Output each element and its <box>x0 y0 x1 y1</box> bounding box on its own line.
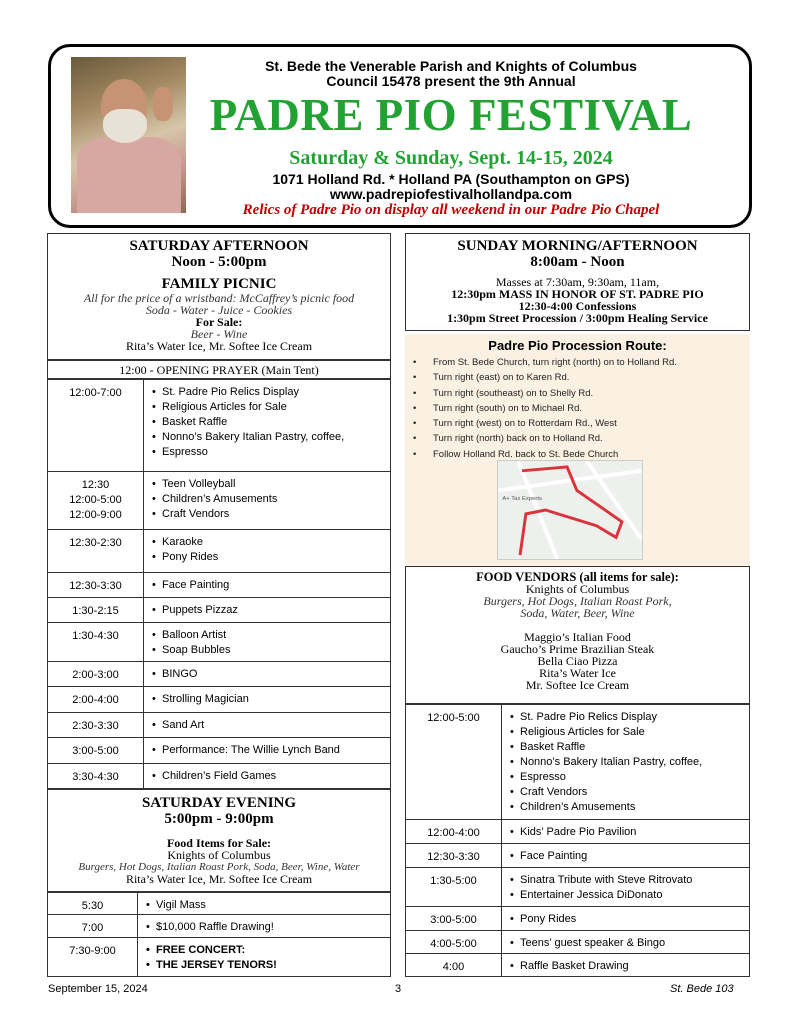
schedule-items <box>138 915 390 937</box>
schedule-row <box>47 661 391 687</box>
vendors-kofc-items1: Burgers, Hot Dogs, Italian Roast Pork, <box>483 594 672 608</box>
schedule-item: • FREE CONCERT: <box>146 943 390 958</box>
schedule-items <box>144 530 390 572</box>
schedule-item: • Sand Art <box>152 718 390 733</box>
route-step: • From St. Bede Church, turn right (north) on to Holland Rd. <box>413 355 750 370</box>
schedule-items <box>144 687 390 712</box>
route-step: • Follow Holland Rd. back to St. Bede Church <box>413 447 750 462</box>
schedule-items <box>502 705 749 819</box>
sale-line1: Beer - Wine <box>190 327 248 341</box>
procession-route <box>405 334 750 566</box>
schedule-row <box>47 763 391 789</box>
route-step: • Turn right (east) on to Karen Rd. <box>413 370 750 385</box>
schedule-row <box>405 819 750 844</box>
relics-note: Relics of Padre Pio on display all weekend in our Padre Pio Chapel <box>242 202 660 218</box>
evening-kofc: Knights of Columbus <box>167 848 271 862</box>
schedule-item: • Children’s Field Games <box>152 769 390 784</box>
schedule-item: • Soap Bubbles <box>152 643 390 658</box>
evening-food-desc: Burgers, Hot Dogs, Italian Roast Pork, Soda, Beer, Wine, Water <box>78 861 360 873</box>
schedule-row <box>405 906 750 931</box>
schedule-items <box>144 662 390 686</box>
schedule-time: 2:30-3:30 <box>48 713 144 737</box>
schedule-item: • Nonno’s Bakery Italian Pastry, coffee, <box>152 430 390 445</box>
vendor-2: Gaucho’s Prime Brazilian Steak <box>500 642 655 656</box>
schedule-item: • St. Padre Pio Relics Display <box>152 385 390 400</box>
saturday-afternoon-box <box>47 233 391 360</box>
schedule-row <box>47 379 391 472</box>
schedule-item: • Puppets Pizzaz <box>152 603 390 618</box>
schedule-row <box>47 937 391 977</box>
schedule-time: 4:00-5:00 <box>406 931 502 953</box>
schedule-item: • Basket Raffle <box>152 415 390 430</box>
schedule-row <box>405 930 750 954</box>
schedule-row <box>47 471 391 530</box>
schedule-item: • Children’s Amusements <box>152 492 390 507</box>
vendor-3: Bella Ciao Pizza <box>537 654 618 668</box>
saturday-evening-time: 5:00pm - 9:00pm <box>164 811 274 827</box>
schedule-time: 12:30-2:30 <box>48 530 144 572</box>
schedule-items <box>144 472 390 529</box>
schedule-item: • Entertainer Jessica DiDonato <box>510 888 749 903</box>
schedule-time: 12:30-3:30 <box>406 844 502 867</box>
picnic-desc1: All for the price of a wristband: McCaffrey’s picnic food <box>83 291 355 305</box>
family-picnic-title: FAMILY PICNIC <box>161 276 277 292</box>
schedule-item: • Face Painting <box>510 849 749 864</box>
vendor-4: Rita’s Water Ice <box>539 666 616 680</box>
schedule-item: • Pony Rides <box>510 912 749 927</box>
schedule-time: 3:30-4:30 <box>48 764 144 788</box>
schedule-items <box>502 868 749 906</box>
schedule-item: • Raffle Basket Drawing <box>510 959 749 974</box>
schedule-row <box>47 597 391 623</box>
schedule-item: • Craft Vendors <box>152 507 390 522</box>
footer-page-number: 3 <box>395 983 402 995</box>
schedule-row <box>47 914 391 938</box>
header-line1: St. Bede the Venerable Parish and Knights of Columbus <box>265 58 637 74</box>
sunday-confessions: 12:30-4:00 Confessions <box>518 299 637 313</box>
schedule-item: • Espresso <box>510 770 749 785</box>
route-step: • Turn right (south) on to Michael Rd. <box>413 401 750 416</box>
schedule-items <box>502 954 749 976</box>
schedule-time: 7:00 <box>48 915 138 937</box>
for-sale-label: For Sale: <box>195 315 243 329</box>
schedule-time: 12:30-3:30 <box>48 573 144 597</box>
festival-address: 1071 Holland Rd. * Holland PA (Southampton on GPS) <box>272 171 630 187</box>
schedule-item: • BINGO <box>152 667 390 682</box>
schedule-row <box>405 953 750 977</box>
vendor-1: Maggio’s Italian Food <box>524 630 631 644</box>
sunday-box <box>405 233 750 331</box>
schedule-row <box>47 892 391 915</box>
schedule-item: • $10,000 Raffle Drawing! <box>146 920 390 935</box>
padre-pio-photo <box>71 57 186 213</box>
food-vendors-box <box>405 566 750 704</box>
schedule-time: 7:30-9:00 <box>48 938 138 976</box>
schedule-time: 2:00-4:00 <box>48 687 144 712</box>
schedule-item: • Religious Articles for Sale <box>152 400 390 415</box>
schedule-item: • Religious Articles for Sale <box>510 725 749 740</box>
sunday-masses: Masses at 7:30am, 9:30am, 11am, <box>495 275 660 289</box>
schedule-items <box>502 820 749 843</box>
saturday-afternoon-time: Noon - 5:00pm <box>171 254 267 270</box>
schedule-items <box>144 573 390 597</box>
schedule-item: • Nonno’s Bakery Italian Pastry, coffee, <box>510 755 749 770</box>
schedule-items <box>144 713 390 737</box>
schedule-row <box>47 529 391 573</box>
schedule-items <box>138 938 390 976</box>
footer-parish: St. Bede 103 <box>670 983 734 995</box>
route-steps <box>413 355 750 462</box>
schedule-item: • Performance: The Willie Lynch Band <box>152 743 390 758</box>
schedule-item: • St. Padre Pio Relics Display <box>510 710 749 725</box>
schedule-items <box>144 623 390 661</box>
opening-prayer-box <box>47 360 391 379</box>
vendors-kofc: Knights of Columbus <box>525 582 630 596</box>
schedule-time: 1:30-2:15 <box>48 598 144 622</box>
schedule-row <box>47 622 391 662</box>
festival-website[interactable]: www.padrepiofestivalhollandpa.com <box>329 186 573 202</box>
schedule-items <box>502 844 749 867</box>
vendors-kofc-items2: Soda, Water, Beer, Wine <box>520 606 635 620</box>
schedule-items <box>144 764 390 788</box>
schedule-item: • Balloon Artist <box>152 628 390 643</box>
saturday-afternoon-title: SATURDAY AFTERNOON <box>129 238 309 254</box>
schedule-time: 12:00-7:00 <box>48 380 144 471</box>
schedule-time: 5:30 <box>48 893 138 914</box>
schedule-item: • Craft Vendors <box>510 785 749 800</box>
sale-line2: Rita’s Water Ice, Mr. Softee Ice Cream <box>125 339 313 353</box>
schedule-item: • Vigil Mass <box>146 898 390 913</box>
schedule-items <box>138 893 390 914</box>
schedule-items <box>144 738 390 763</box>
saturday-evening-box <box>47 789 391 892</box>
schedule-time: 12:30 12:00-5:00 12:00-9:00 <box>48 472 144 529</box>
schedule-item: • Teen Volleyball <box>152 477 390 492</box>
sunday-title: SUNDAY MORNING/AFTERNOON <box>457 238 698 254</box>
evening-food-extra: Rita’s Water Ice, Mr. Softee Ice Cream <box>125 872 313 886</box>
schedule-item: • Teens’ guest speaker & Bingo <box>510 936 749 951</box>
schedule-row <box>47 737 391 764</box>
sunday-time: 8:00am - Noon <box>530 254 625 270</box>
schedule-time: 3:00-5:00 <box>48 738 144 763</box>
opening-prayer: 12:00 - OPENING PRAYER (Main Tent) <box>119 363 319 377</box>
route-step: • Turn right (southeast) on to Shelly Rd. <box>413 386 750 401</box>
schedule-item: • Basket Raffle <box>510 740 749 755</box>
schedule-row <box>47 686 391 713</box>
schedule-row <box>405 843 750 868</box>
schedule-time: 3:00-5:00 <box>406 907 502 930</box>
food-vendors-title: FOOD VENDORS (all items for sale): <box>476 570 679 584</box>
festival-title: PADRE PIO FESTIVAL <box>209 90 693 140</box>
route-step: • Turn right (north) back on to Holland Rd. <box>413 431 750 446</box>
schedule-items <box>502 907 749 930</box>
route-step: • Turn right (west) on to Rotterdam Rd., West <box>413 416 750 431</box>
map-label: A+ Tax Experts <box>502 496 542 503</box>
festival-header <box>48 44 752 228</box>
schedule-time: 1:30-4:30 <box>48 623 144 661</box>
schedule-row <box>405 867 750 907</box>
festival-dates: Saturday & Sunday, Sept. 14-15, 2024 <box>289 147 613 169</box>
schedule-time: 1:30-5:00 <box>406 868 502 906</box>
schedule-item: • THE JERSEY TENORS! <box>146 958 390 973</box>
schedule-items <box>144 380 390 471</box>
picnic-desc2: Soda - Water - Juice - Cookies <box>145 303 293 317</box>
saturday-evening-title: SATURDAY EVENING <box>141 795 297 811</box>
schedule-time: 12:00-5:00 <box>406 705 502 819</box>
schedule-row <box>47 572 391 598</box>
schedule-item: • Espresso <box>152 445 390 460</box>
schedule-time: 12:00-4:00 <box>406 820 502 843</box>
sunday-procession: 1:30pm Street Procession / 3:00pm Healing Service <box>447 311 708 325</box>
food-items-title: Food Items for Sale: <box>166 836 272 850</box>
schedule-item: • Pony Rides <box>152 550 390 565</box>
schedule-item: • Strolling Magician <box>152 692 390 707</box>
footer-date: September 15, 2024 <box>48 983 148 995</box>
schedule-time: 2:00-3:00 <box>48 662 144 686</box>
route-map <box>497 460 643 560</box>
schedule-item: • Children’s Amusements <box>510 800 749 815</box>
schedule-item: • Face Painting <box>152 578 390 593</box>
schedule-item: • Karaoke <box>152 535 390 550</box>
schedule-time: 4:00 <box>406 954 502 976</box>
route-title: Padre Pio Procession Route: <box>488 338 667 353</box>
schedule-row <box>405 704 750 820</box>
vendor-5: Mr. Softee Ice Cream <box>525 678 630 692</box>
schedule-item: • Sinatra Tribute with Steve Ritrovato <box>510 873 749 888</box>
schedule-item: • Kids’ Padre Pio Pavilion <box>510 825 749 840</box>
header-line2: Council 15478 present the 9th Annual <box>326 73 576 89</box>
sunday-mass-honor: 12:30pm MASS IN HONOR OF ST. PADRE PIO <box>451 287 704 301</box>
schedule-items <box>502 931 749 953</box>
schedule-row <box>47 712 391 738</box>
schedule-items <box>144 598 390 622</box>
